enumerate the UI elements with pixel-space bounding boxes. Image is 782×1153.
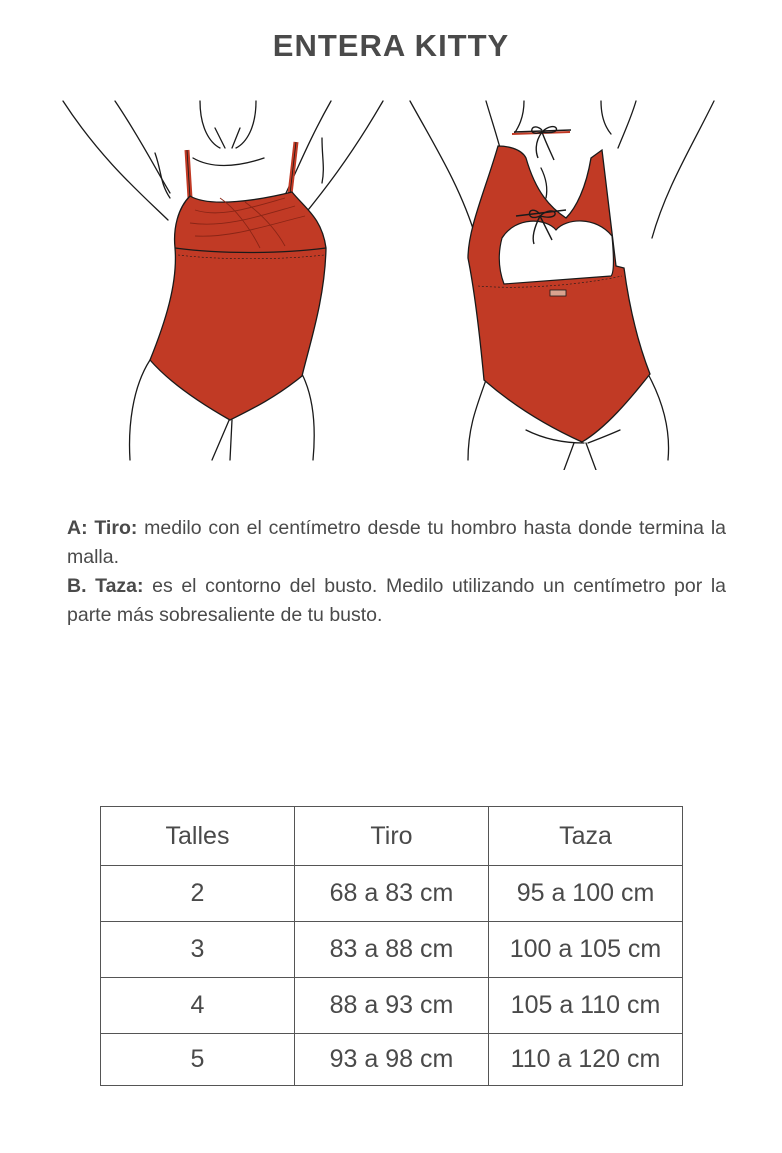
- instruction-b-label: B. Taza:: [67, 575, 144, 597]
- header-taza: Taza: [489, 807, 683, 866]
- table-row: [101, 922, 683, 978]
- cell-tiro: 93 a 98 cm: [295, 1034, 489, 1086]
- cell-taza: 110 a 120 cm: [489, 1034, 683, 1086]
- cell-size: 5: [101, 1034, 295, 1086]
- table-row: [101, 1034, 683, 1086]
- measurement-instructions: [67, 514, 726, 630]
- table-row: [101, 866, 683, 922]
- cell-taza: 95 a 100 cm: [489, 866, 683, 922]
- cell-size: 4: [101, 978, 295, 1034]
- instruction-a-label: A: Tiro:: [67, 517, 138, 539]
- swimsuit-front-illustration: [60, 98, 386, 470]
- swimsuit-back-illustration: [406, 98, 718, 470]
- cell-taza: 105 a 110 cm: [489, 978, 683, 1034]
- cell-size: 3: [101, 922, 295, 978]
- cell-taza: 100 a 105 cm: [489, 922, 683, 978]
- size-chart-table: [100, 806, 683, 1086]
- table-header-row: [101, 807, 683, 866]
- page-title: ENTERA KITTY: [272, 28, 510, 63]
- table-row: [101, 978, 683, 1034]
- swimsuit-front-body: [150, 192, 326, 420]
- instruction-a-text: medilo con el centímetro desde tu hombro hasta donde termina la malla.: [67, 517, 726, 568]
- cell-tiro: 68 a 83 cm: [295, 866, 489, 922]
- brand-tag: [550, 290, 566, 296]
- instruction-a: [67, 514, 726, 572]
- cell-tiro: 83 a 88 cm: [295, 922, 489, 978]
- instruction-b-text: es el contorno del busto. Medilo utilizando un centímetro por la parte más sobresaliente de tu busto.: [67, 575, 726, 626]
- back-cutout: [499, 221, 613, 284]
- header-tiro: Tiro: [295, 807, 489, 866]
- instruction-b: [67, 572, 726, 630]
- cell-size: 2: [101, 866, 295, 922]
- cell-tiro: 88 a 93 cm: [295, 978, 489, 1034]
- header-talles: Talles: [101, 807, 295, 866]
